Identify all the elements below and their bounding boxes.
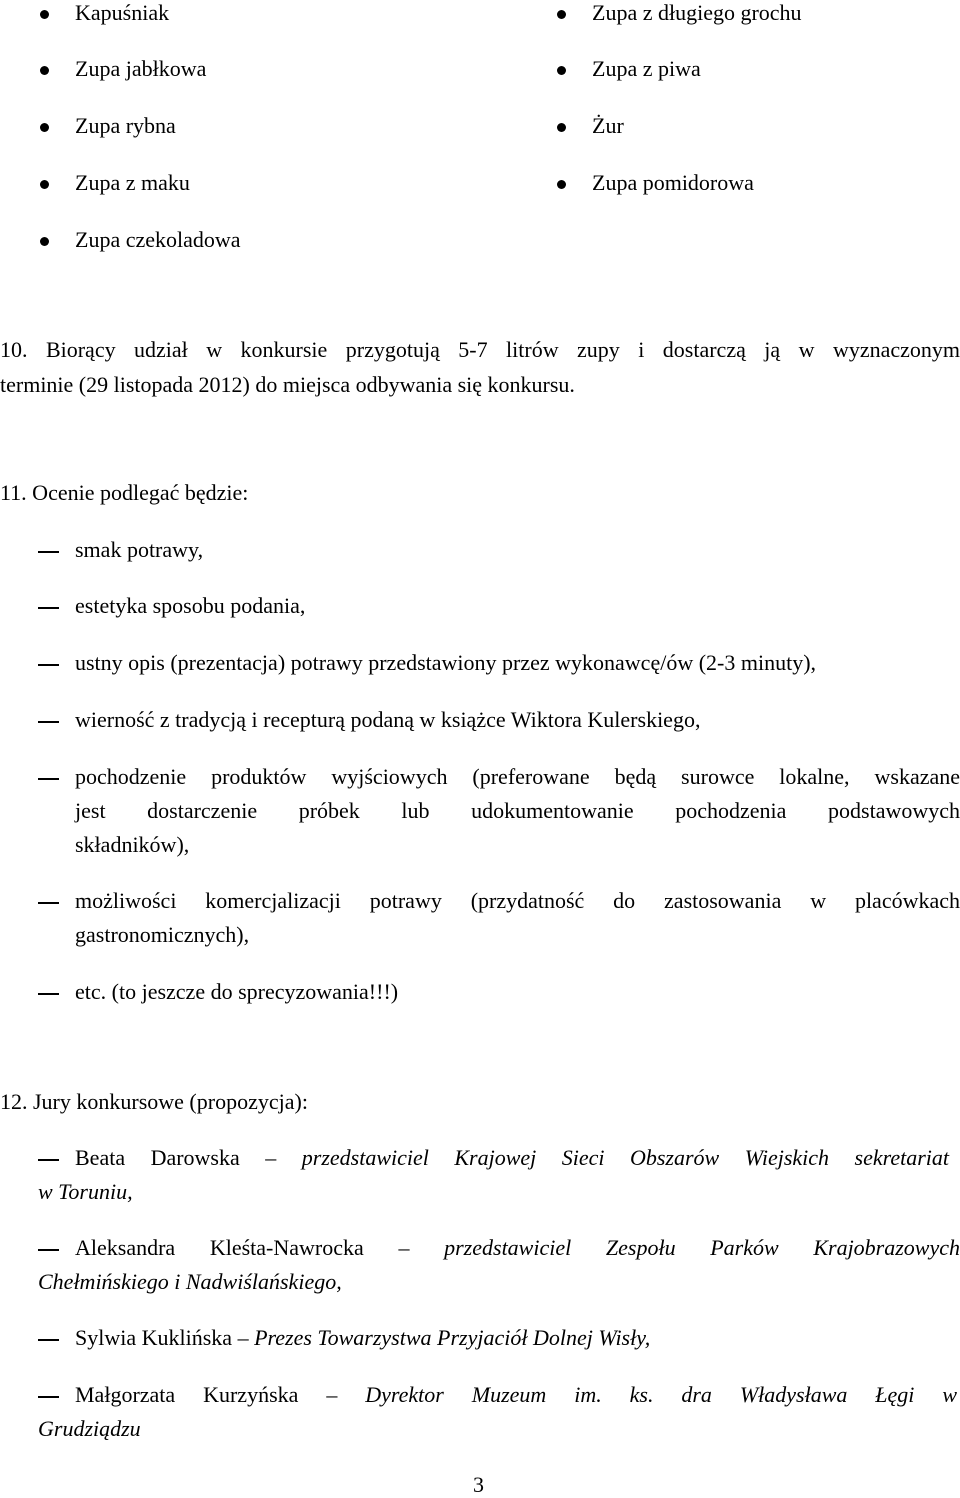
bullet-icon [557,123,566,132]
dash-icon [38,721,59,723]
soup-item: Zupa czekoladowa [75,227,241,252]
jury-member-line [75,1145,949,1171]
criteria-item: smak potrawy, [75,537,204,562]
soup-item: Zupa z piwa [592,56,701,81]
dash-icon [38,551,59,553]
criteria-item: wierność z tradycją i recepturą podaną w książce Wiktora Kulerskiego, [75,707,701,732]
criteria-item-line: możliwości komercjalizacji potrawy (przydatność do zastosowania w placówkach [75,888,960,913]
name-role-separator: – [265,1145,277,1170]
soup-item: Zupa z długiego grochu [592,0,802,25]
bullet-icon [40,237,49,246]
dash-icon [38,902,59,904]
soup-item: Zupa jabłkowa [75,56,207,81]
dash-icon [38,607,59,609]
jury-member-line [75,1235,960,1261]
bullet-icon [40,180,49,189]
jury-member-role: Dyrektor Muzeum im. ks. dra Władysława Łęgi w [365,1382,957,1407]
jury-member-line [75,1382,957,1408]
dash-icon [38,1159,59,1161]
dash-icon [38,1339,59,1341]
criteria-item-line: jest dostarczenie próbek lub udokumentowanie pochodzenia podstawowych [75,798,960,823]
name-role-separator: – [326,1382,338,1407]
jury-member-role: przedstawiciel Zespołu Parków Krajobrazowych [444,1235,960,1260]
dash-icon [38,778,59,780]
soup-item: Zupa rybna [75,113,176,138]
bullet-icon [40,66,49,75]
dash-icon [38,1249,59,1251]
soup-item: Kapuśniak [75,0,170,25]
dash-icon [38,664,59,666]
dash-icon [38,1396,59,1398]
section-heading: 11. Ocenie podlegać będzie: [0,480,249,505]
criteria-item-line: pochodzenie produktów wyjściowych (preferowane będą surowce lokalne, wskazane [75,764,960,789]
jury-member-role-cont: Chełmińskiego i Nadwiślańskiego, [38,1269,342,1294]
criteria-item-line: gastronomicznych), [75,922,250,947]
jury-member-name: Małgorzata Kurzyńska [75,1382,299,1407]
paragraph-10-line-2: terminie (29 listopada 2012) do miejsca odbywania się konkursu. [0,372,575,397]
name-role-separator: – [237,1325,249,1350]
criteria-item: ustny opis (prezentacja) potrawy przedstawiony przez wykonawcę/ów (2-3 minuty), [75,650,817,675]
paragraph-10-line-1: 10. Biorący udział w konkursie przygotują 5-7 litrów zupy i dostarczą ją w wyznaczonym [0,337,960,362]
criteria-item: estetyka sposobu podania, [75,593,306,618]
soup-item: Zupa z maku [75,170,190,195]
bullet-icon [557,180,566,189]
soup-item: Żur [592,113,624,138]
jury-member-role: Prezes Towarzystwa Przyjaciół Dolnej Wisły, [254,1325,651,1350]
section-heading: 12. Jury konkursowe (propozycja): [0,1089,308,1114]
jury-member-name: Beata Darowska [75,1145,240,1170]
criteria-item: etc. (to jeszcze do sprecyzowania!!!) [75,979,399,1004]
jury-member-role: przedstawiciel Krajowej Sieci Obszarów Wiejskich sekretariat [301,1145,950,1170]
bullet-icon [40,10,49,19]
jury-member-name: Sylwia Kuklińska [75,1325,233,1350]
jury-member-name: Aleksandra Kleśta-Nawrocka [75,1235,364,1260]
dash-icon [38,993,59,995]
jury-member-role-cont: w Toruniu, [38,1179,133,1204]
bullet-icon [40,123,49,132]
bullet-icon [557,10,566,19]
bullet-icon [557,66,566,75]
jury-member-line [75,1325,650,1351]
soup-item: Zupa pomidorowa [592,170,754,195]
page-number: 3 [473,1472,484,1497]
criteria-item-line: składników), [75,832,190,857]
name-role-separator: – [398,1235,410,1260]
jury-member-role-cont: Grudziądzu [38,1416,141,1441]
